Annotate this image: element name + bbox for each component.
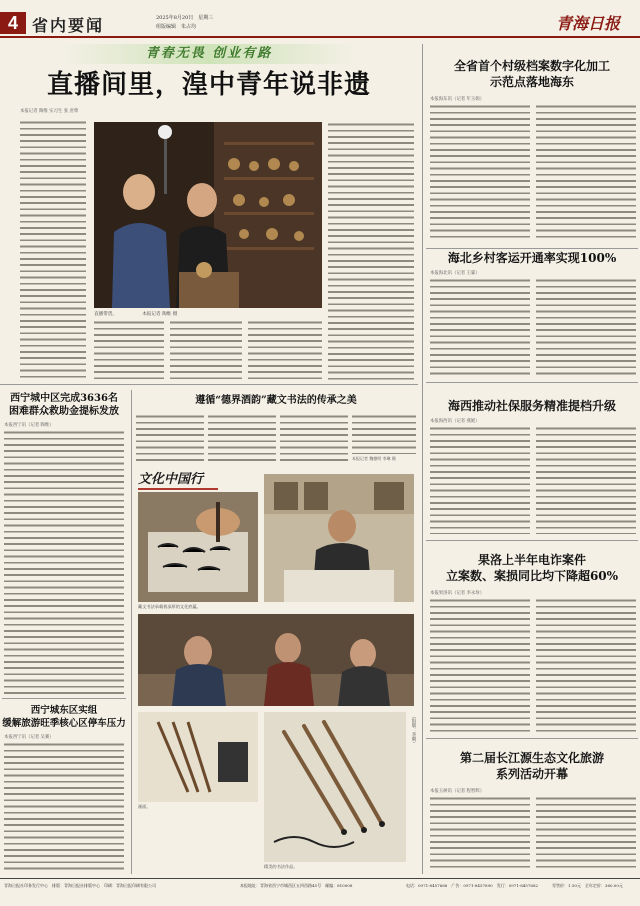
- feature-text-bottom-b: [170, 320, 242, 382]
- left-divider: [2, 698, 126, 699]
- footer-col1: 青海日报社印务发行中心 排版：青海日报社排版中心 印刷：青海日报印刷有限公司: [4, 883, 156, 888]
- footer-col2: 本报地址：青海省西宁市城西区五四西路45号 邮编：810008: [240, 883, 353, 888]
- right-art5-title: 第二届长江源生态文化旅游 系列活动开幕: [459, 751, 604, 781]
- center-caption-top: 藏文书法承载着深厚的文化底蕴。: [138, 604, 201, 609]
- right-art5-body-b: [536, 796, 636, 872]
- section-title: 省内要闻: [32, 16, 105, 35]
- calligraphy-photo: [138, 492, 258, 602]
- right-art2-body-b: [536, 278, 636, 376]
- right-art5-body-a: [430, 796, 530, 872]
- feature-title: 直播间里，湟中青年说非遗: [46, 70, 371, 100]
- feature-photo: [94, 122, 322, 308]
- artist-portrait-photo: [264, 474, 414, 602]
- right-art5-byline: 本报玉树讯（记者 程智辉）: [430, 789, 485, 794]
- page-number-box: 4: [0, 12, 26, 34]
- right-art4-body-a: [430, 598, 530, 732]
- footer-col4: 零售价：1.50元 全年定价：360.00元: [552, 883, 623, 888]
- right-art3-body-b: [536, 426, 636, 534]
- masthead-logo: 青海日报: [556, 14, 621, 33]
- center-photo-right: [264, 474, 414, 602]
- right-art3-title: 海西推动社保服务精准提档升级: [447, 399, 616, 413]
- center-side-label: （组版：李朝）: [411, 714, 416, 746]
- right-art4-body-b: [536, 598, 636, 732]
- left-art2-title: 西宁城东区实组 缓解旅游旺季核心区停车压力: [2, 705, 126, 729]
- left-art1-byline: 本报西宁讯（记者 陶维）: [4, 423, 54, 428]
- feature-story: [0, 44, 418, 385]
- right-art3-byline: 本报海西讯（记者 燕妮）: [430, 419, 480, 424]
- center-photo-top: [138, 492, 258, 602]
- center-caption-bottom-right: 精美的书法作品。: [264, 864, 298, 869]
- center-photo-bottom-right: [264, 712, 406, 862]
- right-art1-body-a: [430, 104, 530, 242]
- right-divider-4: [426, 738, 638, 739]
- center-article: [134, 388, 418, 874]
- left-art2-byline: 本报西宁讯（记者 吴赛）: [4, 735, 54, 740]
- feature-photo-caption: 直播带货。 本报记者 陶维 摄: [94, 312, 178, 317]
- center-byline: 本报记者 魏德明 李琳 摄: [352, 456, 396, 461]
- brushes-photo: [138, 712, 258, 802]
- footer-col3: 电话：0971-8457688 广告：0971-8457890 发行：0971-8457682: [406, 883, 539, 888]
- center-title: 遵循“德界酒韵”藏文书法的传承之美: [195, 395, 357, 406]
- right-art4-title: 果洛上半年电诈案件 立案数、案损同比均下降超60%: [445, 553, 619, 583]
- livestream-photo: [94, 122, 322, 308]
- feature-text-bottom-c: [248, 320, 322, 382]
- right-art4-byline: 本报果洛讯（记者 李永珍）: [430, 591, 485, 596]
- workshop-photo: [138, 614, 414, 706]
- feature-text-bottom-a: [94, 320, 164, 382]
- issue-date: 2025年8月20日 星期三: [156, 15, 214, 21]
- center-photo-mid: [138, 614, 414, 706]
- left-art2-body: [4, 742, 124, 872]
- right-art1-byline: 本报海东讯（记者 年玉娟）: [430, 97, 485, 102]
- center-caption-bottom-left: 画面。: [138, 804, 151, 809]
- center-text-d: [352, 414, 416, 454]
- right-divider-2: [426, 382, 638, 383]
- right-art1-title: 全省首个村级档案数字化加工 示范点落地海东: [453, 59, 610, 89]
- right-art2-byline: 本报海北讯（记者 王霖）: [430, 271, 480, 276]
- right-divider-1: [426, 248, 638, 249]
- left-art1-body: [4, 430, 124, 694]
- left-column: [0, 388, 128, 874]
- right-column-divider: [422, 44, 423, 874]
- left-art1-title: 西宁城中区完成3636名 困难群众救助金提标发放: [9, 393, 119, 417]
- right-art3-body-a: [430, 426, 530, 534]
- right-art2-body-a: [430, 278, 530, 376]
- center-text-a: [136, 414, 204, 462]
- right-art2-title: 海北乡村客运开通率实现100%: [447, 251, 617, 265]
- feature-text-col1: [20, 120, 86, 382]
- center-text-c: [280, 414, 348, 462]
- issue-editor: 组版编辑 朱占均: [156, 24, 197, 30]
- right-column: [426, 44, 638, 874]
- page-header: [0, 0, 640, 38]
- column-label: 文化中国行: [138, 468, 218, 490]
- center-photo-bottom-left: [138, 712, 258, 802]
- feature-banner: 青春无畏 创业有路: [60, 44, 358, 64]
- page-footer: [0, 878, 640, 906]
- feature-byline: 本报记者 陶维 实习生 张 庶尊: [20, 109, 79, 114]
- center-left-divider: [131, 390, 132, 874]
- feature-text-col-right: [328, 122, 414, 382]
- calligraphy-tools-photo: [264, 712, 406, 862]
- right-divider-3: [426, 540, 638, 541]
- right-art1-body-b: [536, 104, 636, 242]
- center-text-b: [208, 414, 276, 462]
- header-rule: [0, 36, 640, 38]
